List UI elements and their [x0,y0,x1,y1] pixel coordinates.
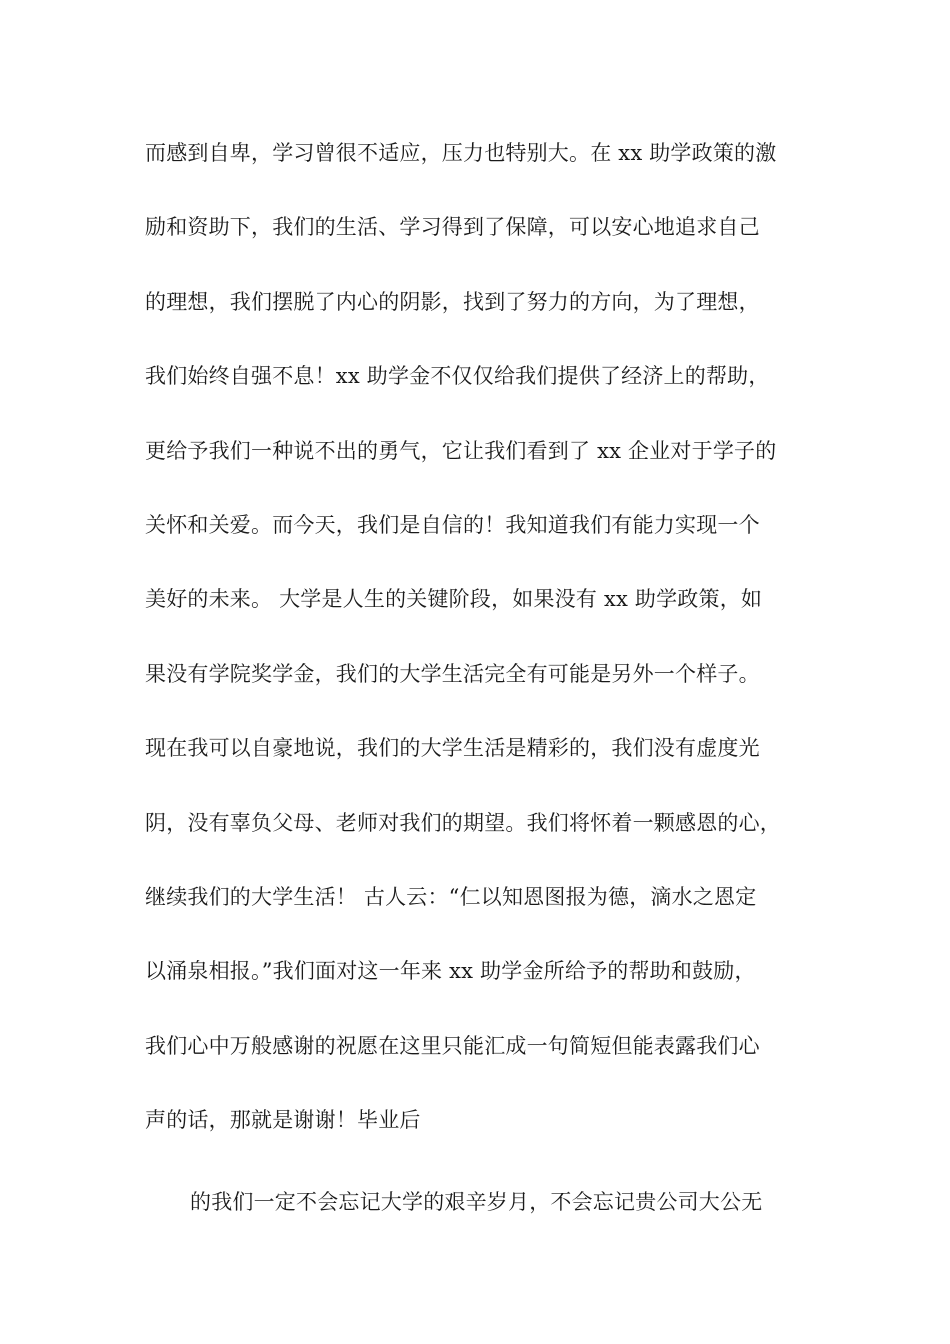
text-line: 我们心中万般感谢的祝愿在这里只能汇成一句简短但能表露我们心 [145,1033,760,1058]
text-line: 继续我们的大学生活！ 古人云：“仁以知恩图报为德，滴水之恩定 [145,884,757,909]
text-line: 的理想，我们摆脱了内心的阴影，找到了努力的方向，为了理想， [145,289,760,314]
text-line: 声的话，那就是谢谢！毕业后 [145,1108,421,1133]
body-text [145,133,815,1257]
text-line: 关怀和关爱。而今天，我们是自信的！我知道我们有能力实现一个 [145,512,760,537]
paragraph-indented-line: 的我们一定不会忘记大学的艰辛岁月，不会忘记贵公司大公无 [190,1190,763,1215]
text-line: 阴，没有辜负父母、老师对我们的期望。我们将怀着一颗感恩的心， [145,810,781,835]
text-line: 更给予我们一种说不出的勇气，它让我们看到了 xx 企业对于学子的 [145,438,777,463]
text-line: 我们始终自强不息！xx 助学金不仅仅给我们提供了经济上的帮助， [145,364,770,389]
text-line: 果没有学院奖学金，我们的大学生活完全有可能是另外一个样子。 [145,661,760,686]
text-line: 励和资助下，我们的生活、学习得到了保障，可以安心地追求自己 [145,215,760,240]
text-line: 而感到自卑，学习曾很不适应，压力也特别大。在 xx 助学政策的激 [145,141,777,165]
text-line: 以涌泉相报。”我们面对这一年来 xx 助学金所给予的帮助和鼓励， [145,959,756,984]
text-line: 美好的未来。 大学是人生的关键阶段，如果没有 xx 助学政策，如 [145,587,763,612]
text-line: 现在我可以自豪地说，我们的大学生活是精彩的，我们没有虚度光 [145,736,760,761]
